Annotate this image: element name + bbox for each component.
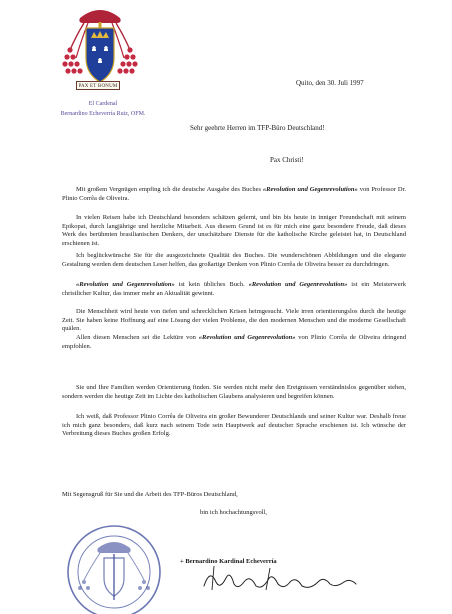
closing-phrase: bin ich hochachtungsvoll, <box>200 509 267 516</box>
body-paragraph-1: Mit großem Vergnügen empfing ich die deutsche Ausgabe des Buches «Revolution und Gegenrevolution» von Professor Dr. Plinio Corrêa de Oliveira. <box>62 186 407 202</box>
body-paragraph-5: Die Menschheit wird heute von tiefen und schrecklichen Krisen heimgesucht. Viele irren orientierungslos durch die heutige Zeit. Sie haben keine Hoffnung auf eine Lösung der vielen Probleme, die den modernen Menschen und die moderne Gesellschaft quälen. <box>62 308 406 332</box>
body-paragraph-7: Sie und Ihre Familien werden Orientierung finden. Sie werden nicht mehr den Ereignissen verständnislos gegenüber stehen, sondern werden die heutige Zeit im Lichte des katholischen Glaubens analysieren und begreifen können. <box>62 384 406 400</box>
salutation: Sehr geehrte Herren im TFP-Büro Deutschland! <box>190 124 325 132</box>
motto-scroll: PAX ET BONUM <box>76 81 120 90</box>
book-title: «Revolution und Gegenrevolution» <box>76 281 175 288</box>
handwritten-signature <box>200 560 360 594</box>
body-paragraph-2: In vielen Reisen habe ich Deutschland besonders schätzen gelernt, und bin bis heute in inniger Freundschaft mit seinem Epikopat, durch langjährige und herzliche Mitarbeit. Aus diesem Grund ist es für mich eine ganz besondere Freude, daß dieses Werk des berühmten brasilianischen Denkers, der unschätzbare Dienste für die katholische Kirche geleistet hat, in Deutschland erschienen ist. <box>62 214 406 247</box>
sender-title: El Cardenal <box>88 101 118 107</box>
book-title: «Revolution und Gegenrevolution» <box>262 186 358 193</box>
book-title: «Revolution und Gegenrevolution» <box>198 334 296 341</box>
body-paragraph-4: «Revolution und Gegenrevolution» ist kein übliches Buch. «Revolution und Gegenrevolution» ist ein Meisterwerk christlicher Kultur, das immer mehr an Aktualität gewinnt. <box>62 281 406 297</box>
closing-greeting: Mit Segensgruß für Sie und die Arbeit des TFP-Büros Deutschland, <box>62 491 238 498</box>
body-paragraph-3: Ich beglückwünsche Sie für die ausgezeichnete Qualität des Buches. Die wunderschönen Abbildungen und die elegante Gestaltung werden dem deutschen Leser helfen, das großartige Denken von Plinio Corrêa de Oliveira besser zu durchdringen. <box>62 252 406 268</box>
book-title: «Revolution und Gegenrevolution» <box>248 281 348 288</box>
signatory-name: + Bernardino Kardinal Echeverría <box>180 558 277 565</box>
episcopal-seal-stamp-icon <box>60 518 168 614</box>
body-paragraph-8: Ich weiß, daß Professor Plinio Corrêa de Oliveira ein großer Bewunderer Deutschlands und seiner Kultur war. Deshalb freue ich mich ganz besonders, daß kurz nach seinem Tode sein Hauptwerk auf deutscher Sprache erschienen ist. Ich wünsche der Verbreitung dieses Buches großen Erfolg. <box>62 413 406 437</box>
dateline: Quito, den 30. Juli 1997 <box>296 79 364 87</box>
body-paragraph-6: Allen diesen Menschen sei die Lektüre von «Revolution und Gegenrevolution» von Plinio Corrêa de Oliveira dringend empfohlen. <box>62 334 406 350</box>
sender-name: Bernardino Echeverría Ruiz, OFM. <box>60 111 146 117</box>
pax-greeting: Pax Christi! <box>270 156 304 164</box>
